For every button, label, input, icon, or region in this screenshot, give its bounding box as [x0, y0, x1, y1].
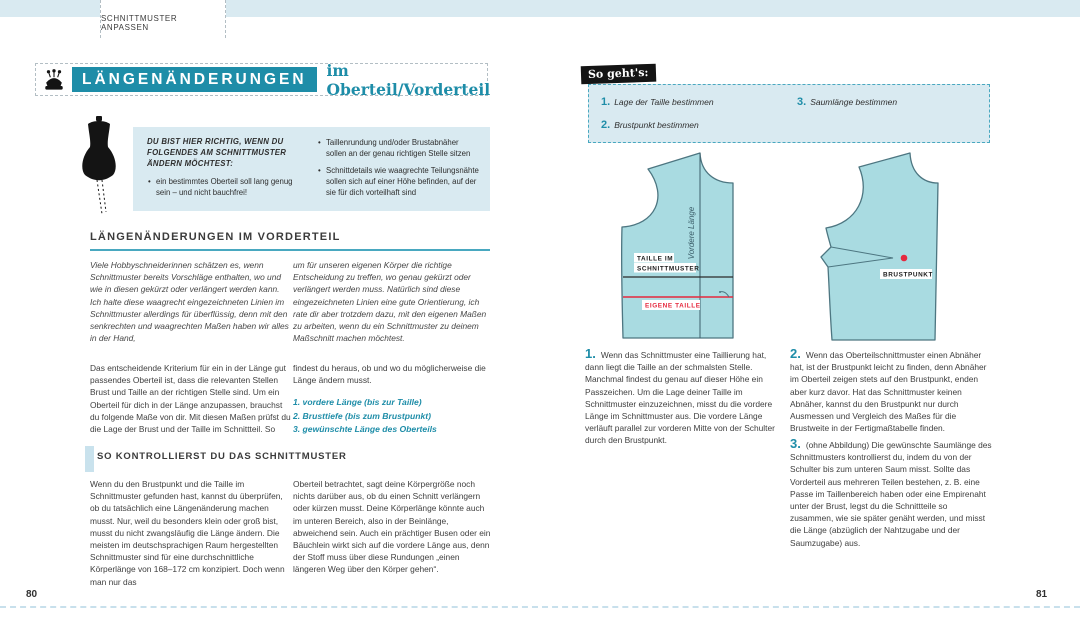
body-paragraph-col2-text: findest du heraus, ob und wo du möglicherweise die Länge ändern musst. [293, 363, 486, 386]
measure-list [293, 396, 494, 436]
dress-form-icon [76, 116, 122, 216]
front-length-label: Vordere Länge [687, 206, 696, 260]
so-gehts-step-2: 2. Brustpunkt bestimmen [601, 119, 699, 131]
own-waist-label: EIGENE TAILLE [645, 302, 701, 310]
chapter-tab [100, 0, 226, 38]
info-box-right-column [311, 127, 490, 211]
numbered-step-1: 1. Wenn das Schnittmuster eine Taillierung hat, dann liegt die Taille an der schmalsten Stelle. Manchmal findest du genau auf dieser Höhe ein Passzeichen. Um die Lage deiner Taille im Schnittmuster einzuzeichnen, misst du die vordere Länge im Schnittmuster aus. Die vordere Länge verläuft parallel zur vorderen Mitte von der Schulter durch den Brustpunkt. [585, 346, 775, 446]
pattern-diagrams [585, 145, 990, 350]
pincushion-icon [43, 69, 65, 91]
so-gehts-step-1: 1. Lage der Taille bestimmen [601, 96, 714, 108]
measure-item: 3. gewünschte Länge des Oberteils [293, 424, 437, 434]
pattern-waist-label-line1: TAILLE IM [637, 255, 674, 263]
so-gehts-steps-box [588, 84, 990, 143]
check-section-heading-wrap [85, 448, 347, 472]
info-bullet: • Taillenrundung und/oder Brustabnäher sollen an der genau richtigen Stelle sitzen [317, 137, 480, 159]
page-title-suffix: im Oberteil/Vorderteil [326, 60, 491, 99]
info-bullet: • ein bestimmtes Oberteil soll lang genug sein – und nicht bauchfrei! [147, 176, 305, 198]
intro-paragraph-col1: Viele Hobbyschneiderinnen schätzen es, wenn Schnittmuster bereits Vorschläge enthalten, wo und wie in diesen gekürzt oder verlängert werden kann. Ich halte diese waagrecht eingezeichneten Linien im Schnittmuster allerdings für überflüssig, denn mit den senkrechten und waagrechten Maßen haben wir alles in der Hand, [90, 260, 289, 344]
check-paragraph-col1: Wenn du den Brustpunkt und die Taille im Schnittmuster gefunden hast, kannst du überprüfen, ob du tatsächlich eine Längenänderung machen musst. Nur, weil du besonders klein oder groß bist, musst du nicht zwangsläufig die Länge ändern. Die meisten im deutschsprachigen Raum hergestellten Schnittmuster sind für eine durchschnittliche Körperlänge von 168–172 cm konzipiert. Doch wenn man nur das [90, 479, 285, 587]
page-title-highlight: LÄNGENÄNDERUNGEN [72, 67, 317, 92]
page-number-right: 81 [1036, 589, 1048, 600]
info-box-heading: DU BIST HIER RICHTIG, WENN DU FOLGENDES AM SCHNITTMUSTER ÄNDERN MÖCHTEST: [147, 137, 305, 170]
chapter-tab-label: SCHNITTMUSTER ANPASSEN [101, 14, 178, 32]
so-gehts-step-3: 3. Saumlänge bestimmen [797, 96, 898, 108]
numbered-step-2: 2. Wenn das Oberteilschnittmuster einen Abnäher hat, ist der Brustpunkt leicht zu finden, denn Abnäher im Oberteil zeigen stets auf den Brustpunkt, enden aber kurz davor. Hat das Schnittmuster keinen Abnäher, kannst du den Brustpunkt nur durch Ausmessen und Vergleich des Maßes für die Brustweite in der Fertigmaßtabelle finden. [790, 346, 987, 434]
measure-item: 2. Brusttiefe (bis zum Brustpunkt) [293, 410, 431, 421]
heading-accent-bar [85, 446, 94, 472]
check-paragraph-col2: Oberteil betrachtet, sagt deine Körpergröße noch nichts darüber aus, ob du einen Schnitt verlängern oder kürzen musst. Deine Körperlänge könnte auch im unteren Bereich, also in der Beinlänge, abweichend sein. Auch ein prächtiger Busen oder ein Bäuchlein wirkt sich auf die vordere Länge aus, denn der Stoff muss über diese Rundungen „einen längeren Weg über den Körper gehen“. [293, 479, 491, 575]
bodice-front-waist-diagram [622, 153, 733, 338]
check-section-heading: SO KONTROLLIERST DU DAS SCHNITTMUSTER [97, 451, 347, 462]
page-number-left: 80 [26, 589, 38, 600]
intro-info-box [133, 127, 490, 211]
bust-point-dot [901, 255, 908, 262]
body-paragraph-col2 [293, 362, 494, 436]
info-box-left-column [133, 127, 311, 211]
measure-item: 1. vordere Länge (bis zur Taille) [293, 397, 422, 408]
section-heading-rule [90, 249, 490, 251]
body-paragraph-col1: Das entscheidende Kriterium für ein in der Länge gut passendes Oberteil ist, dass die relevanten Stellen Brust und Taille an der richtigen Stelle sind. Um ein Oberteil für dich in der Länge anzupassen, brauchst du folgende Maße von dir. Mit diesen Maßen prüfst du die Lage der Brust und der Taille im Schnittteil. So [90, 363, 291, 434]
pattern-waist-label-line2: SCHNITTMUSTER [637, 265, 700, 273]
bust-point-label: BRUSTPUNKT [883, 271, 934, 279]
so-gehts-tag: So geht's: [581, 64, 656, 85]
page-title [35, 60, 491, 99]
bodice-front-bust-diagram [821, 153, 938, 340]
intro-paragraph-col2: um für unseren eigenen Körper die richtige Entscheidung zu treffen, wo genau gekürzt oder verlängert werden muss. Natürlich sind diese eingezeichneten Linien eine gute Orientierung, ich rate dir aber trotzdem dazu, mit den eigenen Maßen zu arbeiten, wenn du ein Schnittmuster zu deinem Maßschnitt machen möchtest. [293, 260, 487, 344]
footer-dashed-rule [0, 606, 1080, 608]
numbered-step-3: 3. (ohne Abbildung) Die gewünschte Saumlänge des Schnittmusters kontrollierst du, indem du von der Schulter bis zum unteren Saum misst. Sollte das Vorderteil aus mehreren Teilen bestehen, z. B. eine Passe im Taillenbereich haben oder eine Empirenaht unter der Brust, legst du die Schnittteile so zusammen, wie sie später genäht werden, und misst die Länge (abzüglich der Nahtzugabe und der Saumzugabe) aus. [790, 436, 992, 548]
section-heading: LÄNGENÄNDERUNGEN IM VORDERTEIL [90, 231, 341, 243]
info-bullet: • Schnittdetails wie waagrechte Teilungsnähte sollen sich auf einer Höhe befinden, auf der sie für dich vorteilhaft sind [317, 165, 480, 198]
